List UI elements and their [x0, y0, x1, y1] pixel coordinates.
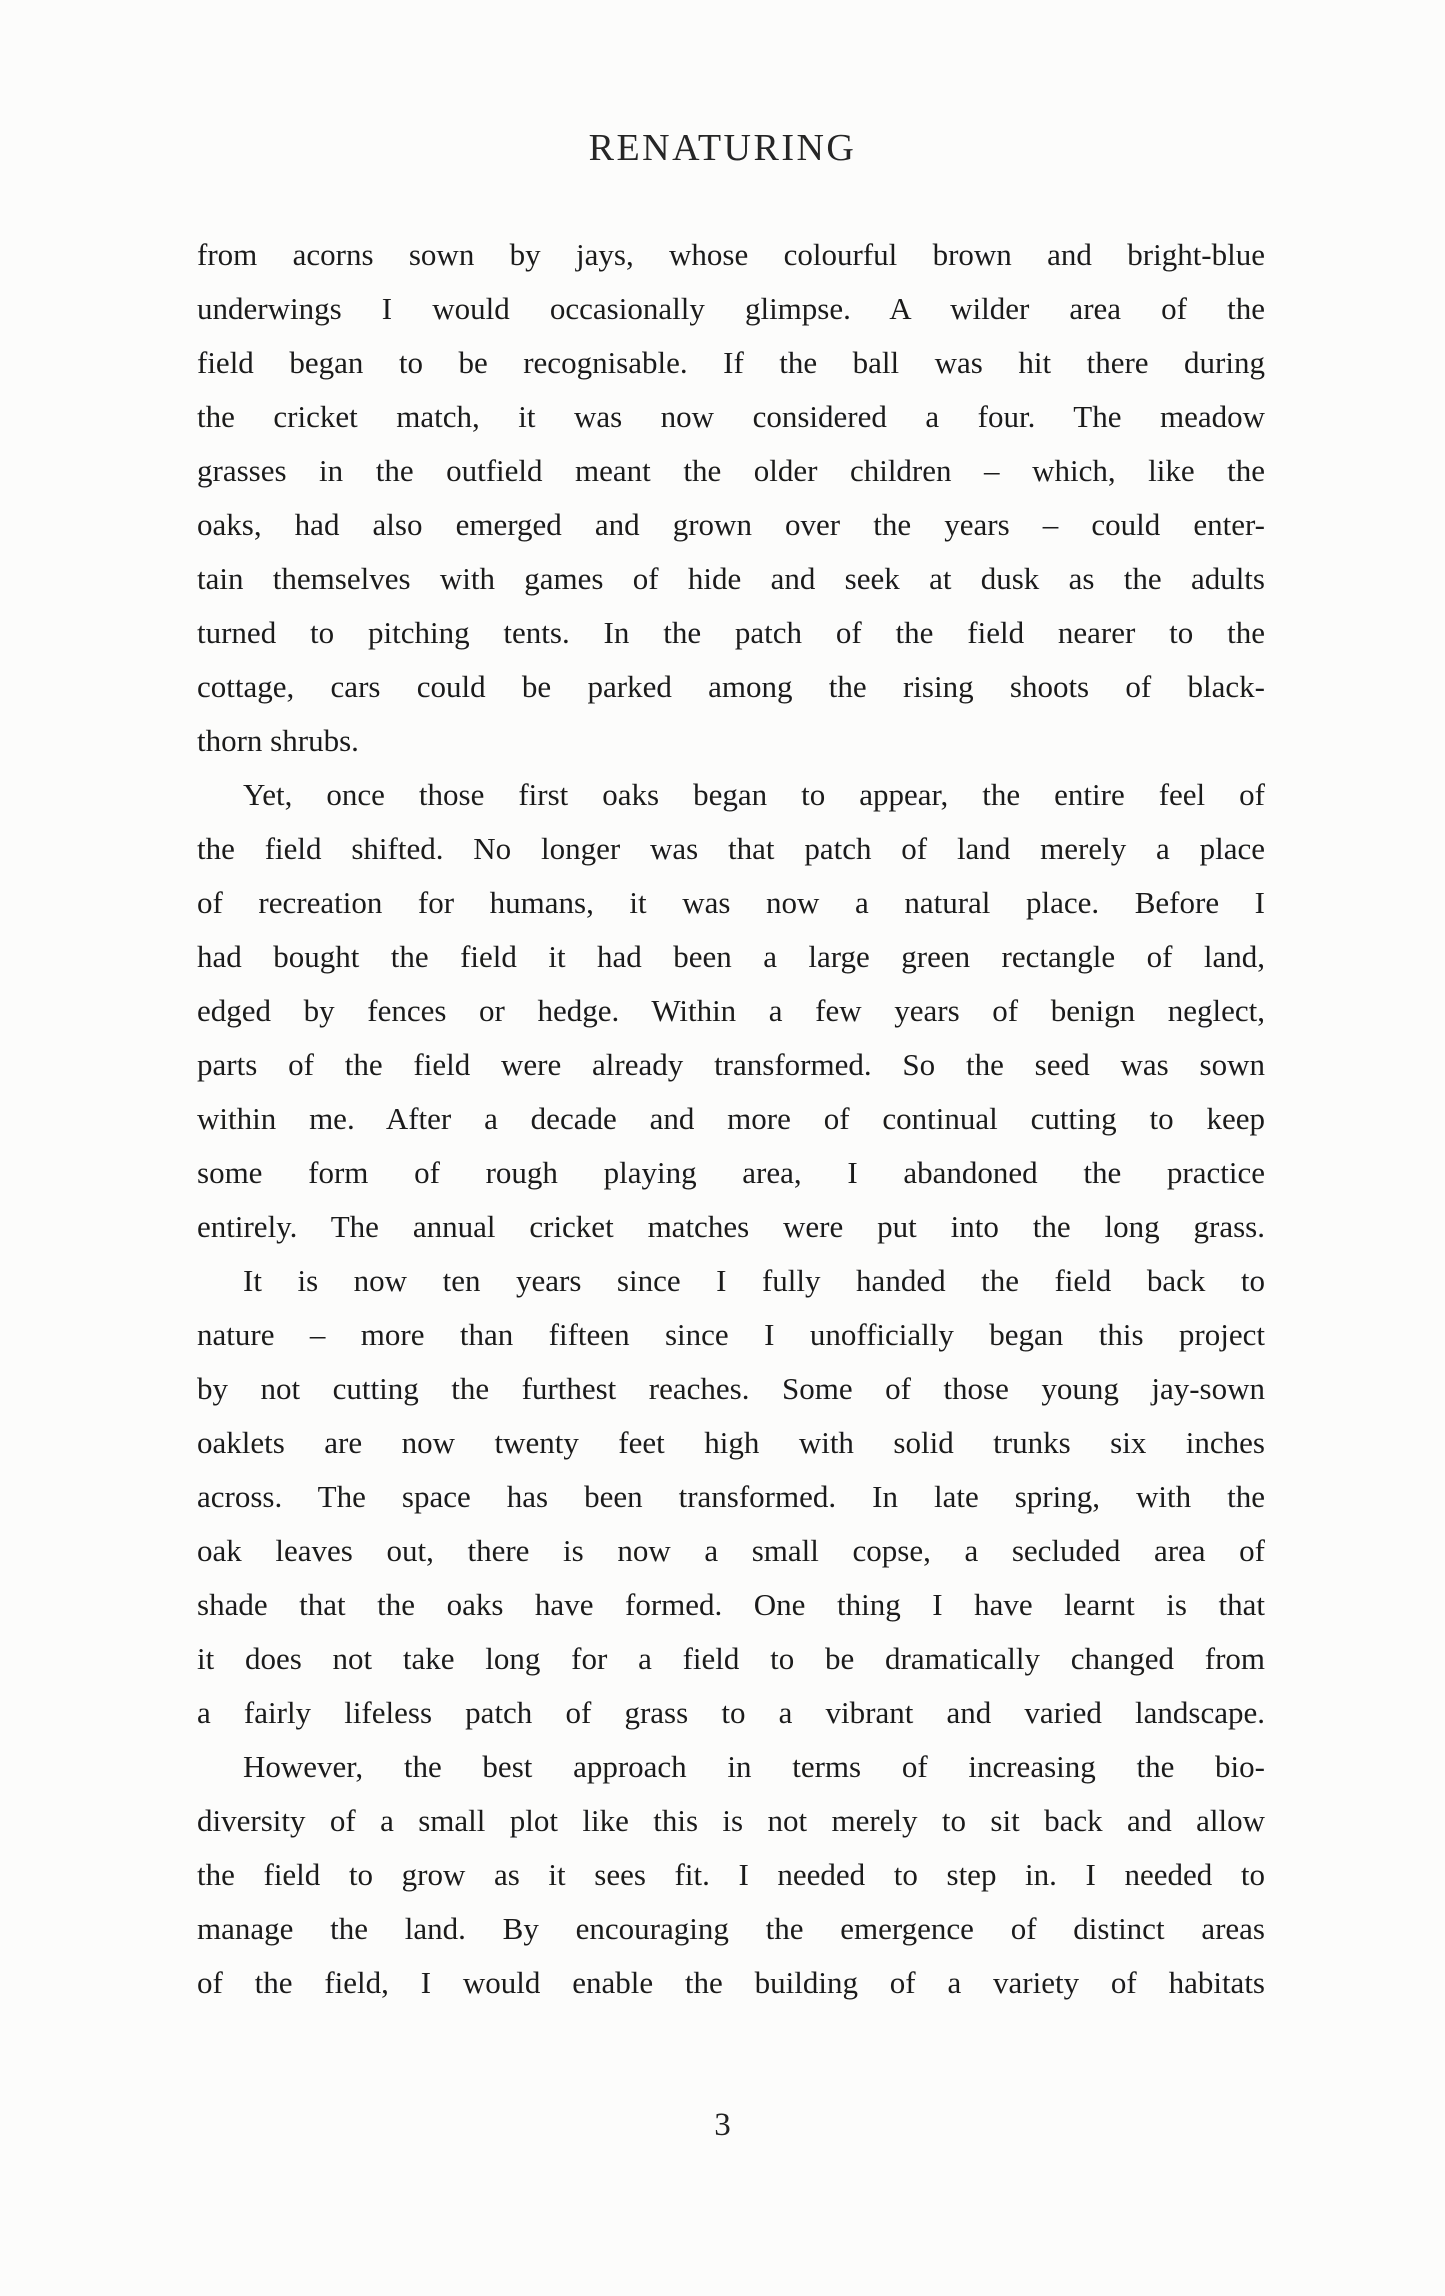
text-line: oak leaves out, there is now a small copse, a secluded area of — [197, 1533, 1265, 1568]
text-line: oaks, had also emerged and grown over the years – could enter- — [197, 507, 1265, 542]
text-line: It is now ten years since I fully handed the field back to — [243, 1263, 1265, 1298]
text-line: the cricket match, it was now considered a four. The meadow — [197, 399, 1265, 434]
text-line: by not cutting the furthest reaches. Some of those young jay-sown — [197, 1371, 1265, 1406]
text-line: had bought the field it had been a large green rectangle of land, — [197, 939, 1265, 974]
text-line: of the field, I would enable the building of a variety of habitats — [197, 1965, 1265, 2000]
text-line: However, the best approach in terms of increasing the bio- — [243, 1749, 1265, 1784]
text-line: the field shifted. No longer was that patch of land merely a place — [197, 831, 1265, 866]
text-line: tain themselves with games of hide and seek at dusk as the adults — [197, 561, 1265, 596]
chapter-header: RENATURING — [588, 127, 857, 169]
text-line: diversity of a small plot like this is not merely to sit back and allow — [197, 1803, 1265, 1838]
text-line: a fairly lifeless patch of grass to a vibrant and varied landscape. — [197, 1695, 1265, 1730]
text-line: entirely. The annual cricket matches were put into the long grass. — [197, 1209, 1265, 1244]
text-line: Yet, once those first oaks began to appear, the entire feel of — [243, 777, 1265, 812]
text-line: edged by fences or hedge. Within a few years of benign neglect, — [197, 993, 1265, 1028]
body-text — [197, 228, 1265, 2010]
text-line: underwings I would occasionally glimpse. A wilder area of the — [197, 291, 1265, 326]
text-line: nature – more than fifteen since I unofficially began this project — [197, 1317, 1265, 1352]
page-number: 3 — [714, 2107, 731, 2143]
text-line: within me. After a decade and more of continual cutting to keep — [197, 1101, 1265, 1136]
text-line: across. The space has been transformed. In late spring, with the — [197, 1479, 1265, 1514]
text-line: oaklets are now twenty feet high with solid trunks six inches — [197, 1425, 1265, 1460]
text-line: it does not take long for a field to be dramatically changed from — [197, 1641, 1265, 1676]
text-line: manage the land. By encouraging the emergence of distinct areas — [197, 1911, 1265, 1946]
text-line: turned to pitching tents. In the patch of the field nearer to the — [197, 615, 1265, 650]
text-line: grasses in the outfield meant the older children – which, like the — [197, 453, 1265, 488]
text-line: the field to grow as it sees fit. I needed to step in. I needed to — [197, 1857, 1265, 1892]
text-line: some form of rough playing area, I abandoned the practice — [197, 1155, 1265, 1190]
text-line: from acorns sown by jays, whose colourful brown and bright-blue — [197, 237, 1265, 272]
text-line: field began to be recognisable. If the ball was hit there during — [197, 345, 1265, 380]
text-line: of recreation for humans, it was now a natural place. Before I — [197, 885, 1265, 920]
text-line: parts of the field were already transformed. So the seed was sown — [197, 1047, 1265, 1082]
text-line: thorn shrubs. — [197, 723, 359, 758]
text-line: cottage, cars could be parked among the rising shoots of black- — [197, 669, 1265, 704]
text-line: shade that the oaks have formed. One thing I have learnt is that — [197, 1587, 1265, 1622]
